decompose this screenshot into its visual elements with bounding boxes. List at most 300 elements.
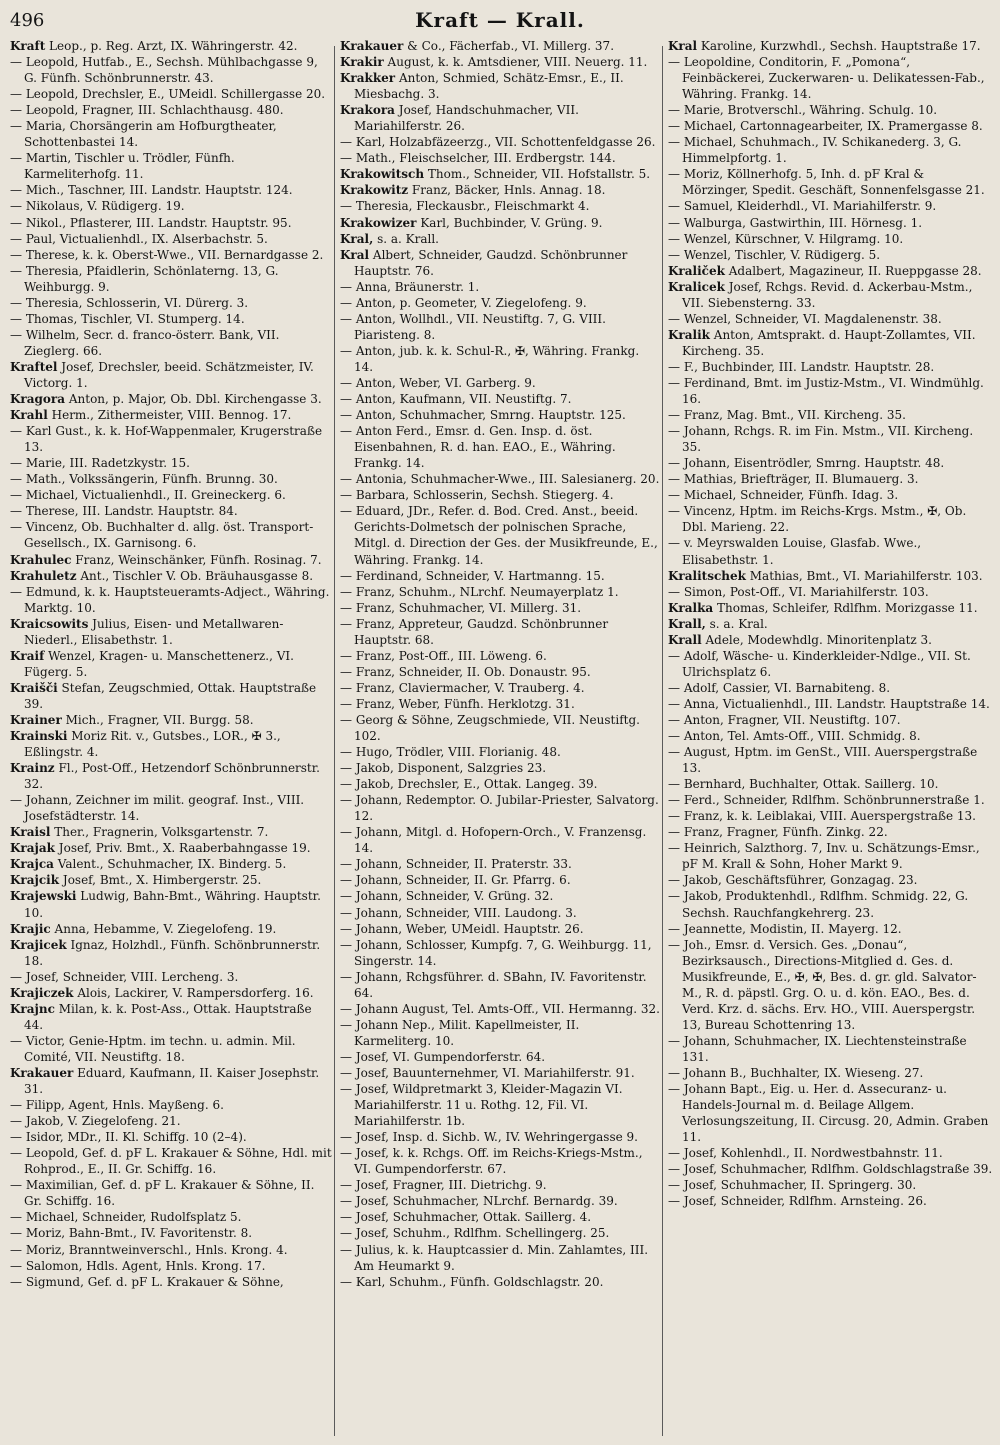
directory-entry: [668, 888, 994, 920]
entry-text: — Leopold, Gef. d. pF L. Krakauer & Söhne, Hdl. mit Rohprod., E., II. Gr. Schiffg. 16.: [10, 1146, 332, 1177]
entry-text: — Mathias, Briefträger, II. Blumauerg. 3.: [668, 472, 919, 487]
entry-text: — Simon, Post-Off., VI. Mariahilferstr. 103.: [668, 584, 929, 599]
directory-entry: [668, 535, 994, 567]
entry-text: — Jakob, Produktenhdl., Rdlfhm. Schmidg. 22, G. Sechsh. Rauchfangkehrerg. 23.: [668, 889, 969, 920]
entry-text: Thom., Schneider, VII. Hofstallstr. 5.: [424, 167, 651, 182]
entry-text: — Marie, III. Radetzkystr. 15.: [10, 456, 190, 471]
entry-text: Franz, Weinschänker, Fünfh. Rosinag. 7.: [71, 552, 322, 567]
entry-text: — Filipp, Agent, Hnls. Mayßeng. 6.: [10, 1098, 224, 1113]
entry-text: — Ferdinand, Schneider, V. Hartmanng. 15.: [340, 568, 605, 583]
surname-entry: [10, 872, 332, 888]
surname-entry: [668, 38, 994, 54]
surname: Krainski: [10, 729, 68, 744]
entry-text: Moriz Rit. v., Gutsbes., LOR., ✠ 3., Eßlingstr. 4.: [24, 729, 281, 760]
entry-text: — Josef, Kohlenhdl., II. Nordwestbahnstr. 11.: [668, 1146, 943, 1161]
entry-text: — Salomon, Hdls. Agent, Hnls. Krong. 17.: [10, 1258, 266, 1273]
surname-entry: [340, 215, 660, 231]
directory-entry: [340, 921, 660, 937]
surname-entry: [10, 856, 332, 872]
directory-entry: [340, 311, 660, 343]
directory-entry: [10, 584, 332, 616]
entry-text: — Therese, III. Landstr. Hauptstr. 84.: [10, 504, 238, 519]
directory-entry: [10, 231, 332, 247]
entry-text: — Anton, Fragner, VII. Neustiftg. 107.: [668, 712, 901, 727]
directory-entry: [340, 134, 660, 150]
directory-entry: [340, 1145, 660, 1177]
surname-entry: [668, 632, 994, 648]
entry-text: — Franz, Schuhmacher, VI. Millerg. 31.: [340, 600, 582, 615]
surname-entry: [668, 568, 994, 584]
entry-text: — Josef, Schuhmacher, Ottak. Saillerg. 4.: [340, 1210, 592, 1225]
entry-text: — Anton, Weber, VI. Garberg. 9.: [340, 375, 536, 390]
entry-text: — Maximilian, Gef. d. pF L. Krakauer & Söhne, II. Gr. Schiffg. 16.: [10, 1178, 315, 1209]
entry-text: — Bernhard, Buchhalter, Ottak. Saillerg. 10.: [668, 777, 939, 792]
directory-entry: [668, 584, 994, 600]
surname-entry: [340, 231, 660, 247]
entry-text: Ludwig, Bahn-Bmt., Währing. Hauptstr. 10.: [24, 889, 321, 920]
surname: Krajca: [10, 857, 54, 872]
entry-text: — Nikol., Pflasterer, III. Landstr. Hauptstr. 95.: [10, 215, 292, 230]
directory-entry: [10, 471, 332, 487]
directory-entry: [340, 744, 660, 760]
directory-entry: [668, 407, 994, 423]
entry-text: — Johann, Redemptor. O. Jubilar-Priester, Salvatorg. 12.: [340, 793, 659, 824]
entry-text: — Franz, Claviermacher, V. Trauberg. 4.: [340, 680, 585, 695]
directory-entry: [668, 824, 994, 840]
directory-entry: [668, 231, 994, 247]
directory-entry: [340, 1129, 660, 1145]
directory-entry: [340, 937, 660, 969]
entry-text: Eduard, Kaufmann, II. Kaiser Josephstr. 31.: [24, 1066, 320, 1097]
entry-text: — Isidor, MDr., II. Kl. Schiffg. 10 (2–4).: [10, 1130, 247, 1145]
directory-entry: [10, 1097, 332, 1113]
entry-text: s. a. Krall.: [373, 231, 439, 246]
surname: Krakir: [340, 55, 384, 70]
directory-entry: [340, 1081, 660, 1129]
directory-entry: [668, 1193, 994, 1209]
entry-text: — Math., Volkssängerin, Fünfh. Brunng. 30.: [10, 472, 278, 487]
directory-entry: [340, 872, 660, 888]
directory-entry: [340, 824, 660, 856]
entry-text: Milan, k. k. Post-Ass., Ottak. Hauptstraße 44.: [24, 1001, 312, 1032]
surname-entry: [10, 888, 332, 920]
directory-entry: [10, 295, 332, 311]
directory-entry: [668, 359, 994, 375]
surname: Krakauer: [10, 1066, 74, 1080]
surname-entry: [340, 102, 660, 134]
entry-text: — Joh., Emsr. d. Versich. Ges. „Donau“, Bezirksausch., Directions-Mitglied d. Ges. d. Musikfreunde, E., ✠, ✠, Bes. d. gr. gld. Salvator-M., R. d. päpstl. Grg. O. u. d. kön. EAO., Bes. d. Verd. Krz. d. sächs. Erv. HO., VIII. Auerspergstr. 13, Bureau Schottenring 13.: [668, 937, 977, 1032]
directory-entry: [10, 215, 332, 231]
surname-entry: [340, 38, 660, 54]
directory-entry: [10, 198, 332, 214]
entry-text: — Nikolaus, V. Rüdigerg. 19.: [10, 199, 185, 214]
entry-text: — Walburga, Gastwirthin, III. Hörnesg. 1.: [668, 215, 923, 230]
entry-text: — Franz, Schneider, II. Ob. Donaustr. 95.: [340, 664, 591, 679]
entry-text: — Michael, Victualienhdl., II. Greineckerg. 6.: [10, 488, 286, 503]
surname: Kragora: [10, 392, 66, 407]
directory-entry: [668, 118, 994, 134]
surname: Krakora: [340, 103, 395, 118]
directory-entry: [668, 455, 994, 471]
surname-entry: [10, 1001, 332, 1033]
surname: Kraftel: [10, 359, 58, 374]
surname-entry: [340, 247, 660, 279]
directory-entry: [668, 215, 994, 231]
entry-text: — Paul, Victualienhdl., IX. Alserbachstr. 5.: [10, 231, 268, 246]
entry-text: — Johann, Schneider, II. Praterstr. 33.: [340, 857, 572, 872]
page-header: [0, 6, 1000, 36]
surname-entry: [10, 824, 332, 840]
directory-entry: [10, 1113, 332, 1129]
entry-text: — v. Meyrswalden Louise, Glasfab. Wwe., Elisabethstr. 1.: [668, 536, 922, 567]
surname: Krajewski: [10, 889, 77, 904]
surname-entry: [10, 712, 332, 728]
surname-entry: [668, 616, 994, 632]
entry-text: — Franz, Fragner, Fünfh. Zinkg. 22.: [668, 825, 888, 840]
entry-text: — Martin, Tischler u. Trödler, Fünfh. Karmeliterhofg. 11.: [10, 151, 235, 182]
entry-text: — Heinrich, Salzthorg. 7, Inv. u. Schätzungs-Emsr., pF M. Krall & Sohn, Hoher Markt 9.: [668, 841, 980, 872]
directory-entry: [10, 1258, 332, 1274]
surname-entry: [10, 568, 332, 584]
directory-entry: [340, 600, 660, 616]
entry-text: — Josef, Fragner, III. Dietrichg. 9.: [340, 1178, 547, 1193]
directory-entry: [10, 969, 332, 985]
surname: Krahulec: [10, 552, 72, 567]
entry-text: — Anton, Kaufmann, VII. Neustiftg. 7.: [340, 392, 572, 407]
directory-entry: [10, 1129, 332, 1145]
directory-entry: [340, 1209, 660, 1225]
entry-text: — Josef, Schuhmacher, NLrchf. Bernardg. 39.: [340, 1194, 618, 1209]
directory-entry: [340, 1017, 660, 1049]
directory-entry: [340, 487, 660, 503]
directory-entry: [340, 616, 660, 648]
entry-text: — Jakob, Geschäftsführer, Gonzagag. 23.: [668, 873, 918, 888]
entry-text: — Anton, Wollhdl., VII. Neustiftg. 7, G. VIII. Piaristeng. 8.: [340, 311, 606, 342]
entry-text: Fl., Post-Off., Hetzendorf Schönbrunnerstr. 32.: [24, 761, 320, 792]
surname: Krakker: [340, 71, 396, 86]
entry-text: — Johann, Mitgl. d. Hofopern-Orch., V. Franzensg. 14.: [340, 825, 647, 856]
directory-entry: [10, 455, 332, 471]
surname: Kral,: [340, 231, 374, 246]
entry-text: — Franz, Post-Off., III. Löweng. 6.: [340, 648, 547, 663]
entry-text: — Michael, Schuhmach., IV. Schikanederg. 3, G. Himmelpfortg. 1.: [668, 135, 962, 166]
entry-text: — Johann, Eisentrödler, Smrng. Hauptstr. 48.: [668, 456, 945, 471]
directory-entry: [10, 182, 332, 198]
entry-text: Ant., Tischler V. Ob. Bräuhausgasse 8.: [76, 568, 314, 583]
entry-text: Valent., Schuhmacher, IX. Binderg. 5.: [53, 857, 287, 872]
directory-entry: [340, 407, 660, 423]
entry-text: s. a. Kral.: [705, 616, 768, 631]
entry-text: — Michael, Schneider, Fünfh. Idag. 3.: [668, 488, 899, 503]
page-number: 496: [10, 10, 45, 31]
entry-text: Herm., Zithermeister, VIII. Bennog. 17.: [47, 408, 292, 423]
directory-entry: [340, 1193, 660, 1209]
entry-text: — Josef, Schuhm., Rdlfhm. Schellingerg. 25.: [340, 1226, 610, 1241]
directory-entry: [340, 198, 660, 214]
directory-entry: [340, 648, 660, 664]
directory-entry: [10, 1177, 332, 1209]
entry-text: — Eduard, JDr., Refer. d. Bod. Cred. Anst., beeid. Gerichts-Dolmetsch der polnischen Sprache, Mitgl. d. Direction der Ges. der Musikfreunde, E., Währing. Frankg. 14.: [340, 504, 658, 567]
entry-text: — Josef, k. k. Rchgs. Off. im Reichs-Kriegs-Mstm., VI. Gumpendorferstr. 67.: [340, 1146, 643, 1177]
surname-entry: [10, 840, 332, 856]
entry-text: — Johann Nep., Milit. Kapellmeister, II. Karmeliterg. 10.: [340, 1017, 580, 1048]
surname-entry: [668, 600, 994, 616]
directory-entry: [668, 134, 994, 166]
entry-text: — Franz, Appreteur, Gaudzd. Schönbrunner Hauptstr. 68.: [340, 616, 609, 647]
directory-entry: [668, 1065, 994, 1081]
surname: Krahuletz: [10, 568, 77, 583]
entry-text: — Johann, Schlosser, Kumpfg. 7, G. Weihburgg. 11, Singerstr. 14.: [340, 937, 652, 968]
entry-text: — Johann, Schuhmacher, IX. Liechtensteinstraße 131.: [668, 1033, 967, 1064]
directory-entry: [668, 375, 994, 407]
entry-text: — Moriz, Köllnerhofg. 5, Inh. d. pF Kral & Mörzinger, Spedit. Geschäft, Sonnenfelsgasse 21.: [668, 167, 985, 198]
directory-entry: [10, 327, 332, 359]
surname: Kraliček: [668, 263, 725, 278]
directory-entry: [340, 343, 660, 375]
entry-text: — Franz, Weber, Fünfh. Herklotzg. 31.: [340, 696, 575, 711]
directory-entry: [340, 1177, 660, 1193]
entry-text: Adele, Modewhdlg. Minoritenplatz 3.: [701, 632, 932, 647]
entry-text: — Theresia, Pfaidlerin, Schönlaterng. 13, G. Weihburgg. 9.: [10, 263, 279, 294]
entry-text: Karl, Buchbinder, V. Grüng. 9.: [416, 215, 603, 230]
surname: Krajicek: [10, 937, 67, 952]
entry-text: & Co., Fächerfab., VI. Millerg. 37.: [403, 39, 615, 53]
directory-entry: [340, 1242, 660, 1274]
entry-text: Albert, Schneider, Gaudzd. Schönbrunner Hauptstr. 76.: [354, 247, 628, 278]
directory-entry: [340, 712, 660, 744]
surname: Krakowitsch: [340, 167, 425, 182]
entry-text: — Leopold, Fragner, III. Schlachthausg. 480.: [10, 103, 284, 118]
directory-entry: [340, 888, 660, 904]
directory-entry: [340, 391, 660, 407]
directory-entry: [10, 1225, 332, 1241]
surname-entry: [10, 616, 332, 648]
directory-entry: [340, 279, 660, 295]
entry-text: Josef, Bmt., X. Himbergerstr. 25.: [59, 873, 262, 888]
directory-entry: [668, 54, 994, 102]
directory-entry: [340, 1274, 660, 1290]
entry-text: — August, Hptm. im GenSt., VIII. Auerspergstraße 13.: [668, 745, 978, 776]
directory-entry: [668, 471, 994, 487]
entry-text: Adalbert, Magazineur, II. Rueppgasse 28.: [724, 263, 982, 278]
entry-text: — Josef, Wildpretmarkt 3, Kleider-Magazin VI. Mariahilferstr. 11 u. Rothg. 12, Fil. VI. Mariahilferstr. 1b.: [340, 1082, 623, 1129]
entry-text: — Marie, Brotverschl., Währing. Schulg. 10.: [668, 103, 938, 118]
surname: Krall,: [668, 616, 706, 631]
directory-entry: [340, 776, 660, 792]
surname-entry: [340, 70, 660, 102]
entry-text: — Josef, Insp. d. Sichb. W., IV. Wehringergasse 9.: [340, 1130, 638, 1145]
entry-text: — Johann, Rchgs. R. im Fin. Mstm., VII. Kircheng. 35.: [668, 424, 974, 455]
directory-entry: [10, 1209, 332, 1225]
entry-text: Josef, Drechsler, beeid. Schätzmeister, IV. Victorg. 1.: [24, 359, 314, 390]
entry-text: — Mich., Taschner, III. Landstr. Hauptstr. 124.: [10, 183, 293, 198]
entry-text: Josef, Handschuhmacher, VII. Mariahilferstr. 26.: [354, 103, 579, 134]
directory-entry: [340, 150, 660, 166]
entry-text: — Theresia, Schlosserin, VI. Dürerg. 3.: [10, 295, 249, 310]
entry-text: — Josef, Schuhmacher, II. Springerg. 30.: [668, 1178, 917, 1193]
surname: Kral: [668, 39, 698, 53]
directory-entry: [668, 808, 994, 824]
entry-text: — Math., Fleischselcher, III. Erdbergstr. 144.: [340, 151, 616, 166]
directory-entry: [340, 295, 660, 311]
surname: Kralka: [668, 600, 714, 615]
directory-entry: [668, 1081, 994, 1145]
directory-columns: [10, 38, 994, 1443]
surname-entry: [10, 760, 332, 792]
surname: Kralicek: [668, 279, 725, 294]
surname-entry: [10, 680, 332, 712]
directory-entry: [10, 54, 332, 86]
entry-text: — Theresia, Fleckausbr., Fleischmarkt 4.: [340, 199, 590, 214]
surname: Kraif: [10, 648, 45, 663]
entry-text: — Johann Bapt., Eig. u. Her. d. Assecuranz- u. Handels-Journal m. d. Beilage Allgem. Verlosungszeitung, II. Circusg. 20, Admin. Graben 11.: [668, 1082, 989, 1145]
entry-text: Anton, Schmied, Schätz-Emsr., E., II. Miesbachg. 3.: [354, 71, 624, 102]
surname: Kraišči: [10, 680, 58, 695]
directory-entry: [340, 568, 660, 584]
directory-entry: [10, 102, 332, 118]
column-1: [10, 38, 332, 1443]
surname-entry: [668, 263, 994, 279]
entry-text: Alois, Lackirer, V. Rampersdorferg. 16.: [73, 985, 314, 1000]
surname: Krainz: [10, 761, 55, 776]
surname: Krajic: [10, 921, 51, 936]
entry-text: — Ferd., Schneider, Rdlfhm. Schönbrunnerstraße 1.: [668, 793, 985, 808]
directory-entry: [10, 1145, 332, 1177]
entry-text: Wenzel, Kragen- u. Manschettenerz., VI. Fügerg. 5.: [24, 648, 294, 679]
directory-entry: [340, 696, 660, 712]
entry-text: — Wenzel, Tischler, V. Rüdigerg. 5.: [668, 247, 881, 262]
surname-entry: [668, 279, 994, 311]
entry-text: — Johann August, Tel. Amts-Off., VII. Hermanng. 32.: [340, 1001, 660, 1016]
entry-text: — Anton, jub. k. k. Schul-R., ✠, Währing. Frankg. 14.: [340, 343, 640, 374]
surname-entry: [10, 937, 332, 969]
surname: Kraisl: [10, 825, 51, 840]
directory-entry: [340, 503, 660, 567]
entry-text: Julius, Eisen- und Metallwaren-Niederl., Elisabethstr. 1.: [24, 616, 284, 647]
directory-entry: [668, 680, 994, 696]
directory-entry: [10, 1033, 332, 1065]
entry-text: — Vincenz, Hptm. im Reichs-Krgs. Mstm., ✠, Ob. Dbl. Marieng. 22.: [668, 504, 967, 535]
directory-entry: [668, 1177, 994, 1193]
surname: Kral: [340, 247, 370, 262]
surname: Krainer: [10, 712, 62, 727]
directory-entry: [340, 1065, 660, 1081]
surname: Krajcik: [10, 873, 60, 888]
surname-entry: [340, 54, 660, 70]
entry-text: — Johann, Schneider, II. Gr. Pfarrg. 6.: [340, 873, 571, 888]
entry-text: Ignaz, Holzhdl., Fünfh. Schönbrunnerstr. 18.: [24, 937, 321, 968]
entry-text: Leop., p. Reg. Arzt, IX. Währingerstr. 42.: [45, 39, 298, 53]
entry-text: — Samuel, Kleiderhdl., VI. Mariahilferstr. 9.: [668, 199, 937, 214]
entry-text: — Vincenz, Ob. Buchhalter d. allg. öst. Transport-Gesellsch., IX. Garnisong. 6.: [10, 520, 314, 551]
directory-entry: [10, 792, 332, 824]
directory-entry: [10, 150, 332, 182]
entry-text: — Karl, Holzabfäzeerzg., VII. Schottenfeldgasse 26.: [340, 135, 656, 150]
entry-text: — Moriz, Bahn-Bmt., IV. Favoritenstr. 8.: [10, 1226, 253, 1241]
entry-text: Ther., Fragnerin, Volksgartenstr. 7.: [50, 825, 269, 840]
directory-entry: [668, 166, 994, 198]
entry-text: Stefan, Zeugschmied, Ottak. Hauptstraße 39.: [24, 680, 317, 711]
entry-text: Anton, Amtsprakt. d. Haupt-Zollamtes, VII. Kircheng. 35.: [682, 327, 976, 358]
surname-entry: [340, 166, 660, 182]
directory-entry: [668, 921, 994, 937]
directory-entry: [668, 712, 994, 728]
directory-entry: [668, 102, 994, 118]
entry-text: — Adolf, Cassier, VI. Barnabiteng. 8.: [668, 680, 891, 695]
entry-text: — Anton, p. Geometer, V. Ziegelofeng. 9.: [340, 295, 587, 310]
surname: Krahl: [10, 408, 48, 423]
entry-text: Thomas, Schleifer, Rdlfhm. Morizgasse 11.: [713, 600, 978, 615]
entry-text: — Jakob, Disponent, Salzgries 23.: [340, 761, 547, 776]
entry-text: — Michael, Cartonnagearbeiter, IX. Pramergasse 8.: [668, 119, 983, 134]
entry-text: — Johann, Rchgsführer. d. SBahn, IV. Favoritenstr. 64.: [340, 969, 647, 1000]
entry-text: — Hugo, Trödler, VIII. Florianig. 48.: [340, 745, 561, 760]
surname: Kralik: [668, 327, 710, 342]
entry-text: — Antonia, Schuhmacher-Wwe., III. Salesianerg. 20.: [340, 472, 660, 487]
surname-entry: [10, 648, 332, 680]
entry-text: — Anton, Tel. Amts-Off., VIII. Schmidg. 8.: [668, 729, 921, 744]
entry-text: — Anton, Schuhmacher, Smrng. Hauptstr. 125.: [340, 408, 626, 423]
directory-entry: [340, 792, 660, 824]
entry-text: — Franz, Schuhm., NLrchf. Neumayerplatz 1.: [340, 584, 619, 599]
entry-text: Josef, Rchgs. Revid. d. Ackerbau-Mstm., VII. Siebensterng. 33.: [682, 279, 973, 310]
directory-entry: [668, 423, 994, 455]
entry-text: Josef, Priv. Bmt., X. Raaberbahngasse 19.: [54, 841, 311, 856]
column-2: [340, 38, 660, 1443]
entry-text: Karoline, Kurzwhdl., Sechsh. Hauptstraße 17.: [697, 39, 981, 53]
directory-entry: [10, 423, 332, 455]
entry-text: — Franz, k. k. Leiblakai, VIII. Auerspergstraße 13.: [668, 809, 976, 824]
surname-entry: [10, 407, 332, 423]
entry-text: — Therese, k. k. Oberst-Wwe., VII. Bernardgasse 2.: [10, 247, 324, 262]
entry-text: — Wilhelm, Secr. d. franco-österr. Bank, VII. Zieglerg. 66.: [10, 327, 280, 358]
entry-text: — Jeannette, Modistin, II. Mayerg. 12.: [668, 921, 902, 936]
entry-text: — Anna, Victualienhdl., III. Landstr. Hauptstraße 14.: [668, 696, 990, 711]
entry-text: Mich., Fragner, VII. Burgg. 58.: [61, 712, 254, 727]
directory-entry: [668, 776, 994, 792]
directory-entry: [668, 937, 994, 1033]
entry-text: — Josef, Bauunternehmer, VI. Mariahilferstr. 91.: [340, 1066, 635, 1080]
surname-entry: [668, 327, 994, 359]
entry-text: — Johann, Schneider, VIII. Laudong. 3.: [340, 905, 577, 920]
column-3: [668, 38, 994, 1443]
entry-text: — Victor, Genie-Hptm. im techn. u. admin. Mil. Comité, VII. Neustiftg. 18.: [10, 1033, 296, 1064]
entry-text: — Edmund, k. k. Hauptsteueramts-Adject., Währing. Marktg. 10.: [10, 584, 330, 615]
surname: Krajak: [10, 841, 55, 856]
surname: Krakauer: [340, 39, 404, 53]
directory-entry: [10, 487, 332, 503]
directory-entry: [10, 263, 332, 295]
directory-entry: [340, 969, 660, 1001]
surname-entry: [10, 985, 332, 1001]
directory-entry: [668, 840, 994, 872]
entry-text: — Karl, Schuhm., Fünfh. Goldschlagstr. 20.: [340, 1274, 604, 1289]
entry-text: — Karl Gust., k. k. Hof-Wappenmaler, Krugerstraße 13.: [10, 424, 323, 455]
directory-entry: [10, 1242, 332, 1258]
entry-text: — Franz, Mag. Bmt., VII. Kircheng. 35.: [668, 408, 906, 423]
surname-entry: [10, 359, 332, 391]
surname: Krakowizer: [340, 215, 417, 230]
entry-text: — Moriz, Branntweinverschl., Hnls. Krong. 4.: [10, 1242, 288, 1257]
surname-entry: [10, 552, 332, 568]
page-title: Kraft — Krall.: [415, 8, 585, 32]
surname: Kraicsowits: [10, 616, 89, 631]
directory-entry: [340, 375, 660, 391]
entry-text: — F., Buchbinder, III. Landstr. Hauptstr. 28.: [668, 359, 935, 374]
directory-entry: [668, 872, 994, 888]
directory-entry: [668, 792, 994, 808]
surname-entry: [10, 921, 332, 937]
